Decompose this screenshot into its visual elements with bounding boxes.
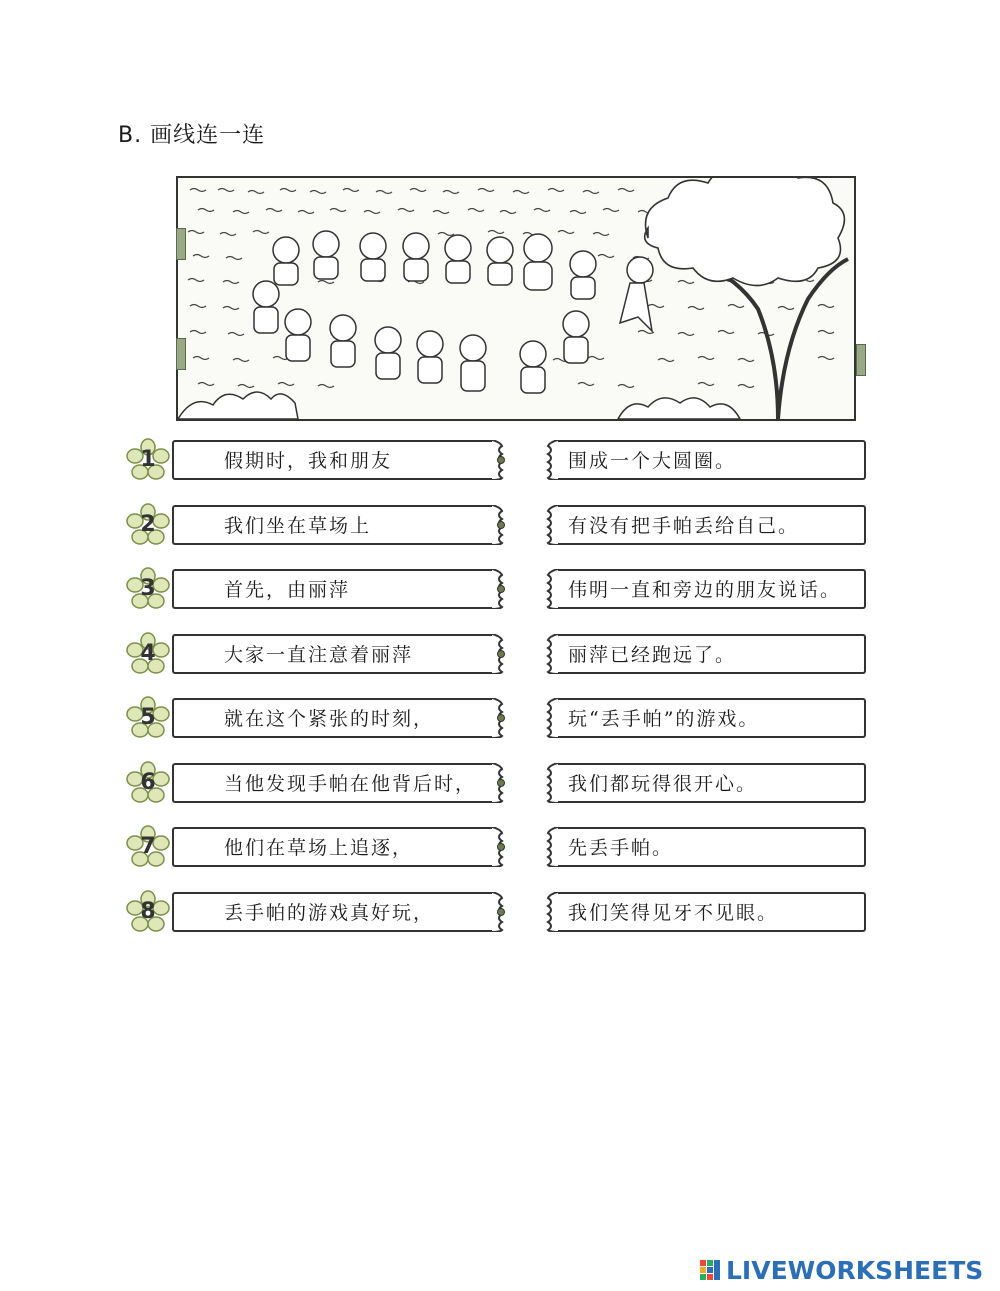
illustration-children-playing (176, 176, 856, 421)
left-phrase-box (172, 505, 494, 545)
margin-tab (856, 344, 866, 376)
number-badge-label: 2 (140, 512, 156, 537)
number-badge-label: 7 (140, 834, 156, 859)
number-badge (126, 696, 170, 740)
number-badge (126, 632, 170, 676)
left-connector-dot[interactable] (497, 585, 505, 593)
left-connector-dot[interactable] (497, 843, 505, 851)
number-badge (126, 503, 170, 547)
brand-name: LIVEWORKSHEETS (726, 1255, 984, 1285)
right-phrase-text: 我们都玩得很开心。 (568, 773, 758, 795)
right-phrase-box (556, 505, 866, 545)
left-phrase-box (172, 634, 494, 674)
left-phrase-box (172, 569, 494, 609)
margin-tab (176, 338, 186, 370)
right-phrase-text: 我们笑得见牙不见眼。 (568, 902, 779, 924)
right-phrase-box (556, 827, 866, 867)
right-phrase-box (556, 440, 866, 480)
liveworksheets-logo-icon (700, 1258, 722, 1282)
right-phrase-text: 围成一个大圆圈。 (568, 450, 737, 472)
left-connector-dot[interactable] (497, 908, 505, 916)
right-phrase-box (556, 698, 866, 738)
left-phrase-box (172, 892, 494, 932)
number-badge (126, 761, 170, 805)
brand-watermark (700, 1255, 983, 1285)
left-connector-dot[interactable] (497, 650, 505, 658)
right-phrase-text: 玩“丢手帕”的游戏。 (568, 708, 760, 730)
left-connector-dot[interactable] (497, 521, 505, 529)
left-phrase-text: 丢手帕的游戏真好玩， (224, 902, 435, 924)
left-phrase-text: 他们在草场上追逐， (224, 837, 414, 859)
section-heading: B. 画线连一连 (118, 123, 266, 148)
left-connector-dot[interactable] (497, 779, 505, 787)
grass-scene (178, 178, 854, 419)
left-phrase-box (172, 763, 494, 803)
number-badge-label: 5 (140, 705, 156, 730)
number-badge-label: 4 (140, 641, 156, 666)
number-badge (126, 825, 170, 869)
right-phrase-box (556, 763, 866, 803)
number-badge-label: 1 (140, 447, 156, 472)
number-badge-label: 6 (140, 770, 156, 795)
left-phrase-text: 首先，由丽萍 (224, 579, 351, 601)
right-phrase-text: 先丢手帕。 (568, 837, 674, 859)
left-connector-dot[interactable] (497, 456, 505, 464)
left-phrase-text: 就在这个紧张的时刻， (224, 708, 435, 730)
number-badge (126, 438, 170, 482)
left-phrase-box (172, 827, 494, 867)
left-phrase-text: 大家一直注意着丽萍 (224, 644, 414, 666)
number-badge (126, 567, 170, 611)
right-phrase-box (556, 569, 866, 609)
number-badge (126, 890, 170, 934)
number-badge-label: 8 (140, 899, 156, 924)
right-phrase-box (556, 892, 866, 932)
right-phrase-text: 有没有把手帕丢给自己。 (568, 515, 800, 537)
right-phrase-box (556, 634, 866, 674)
right-phrase-text: 丽萍已经跑远了。 (568, 644, 737, 666)
left-phrase-box (172, 440, 494, 480)
left-phrase-text: 当他发现手帕在他背后时， (224, 773, 477, 795)
margin-tab (176, 228, 186, 260)
left-phrase-text: 假期时，我和朋友 (224, 450, 393, 472)
right-phrase-text: 伟明一直和旁边的朋友说话。 (568, 579, 842, 601)
left-phrase-text: 我们坐在草场上 (224, 515, 372, 537)
left-phrase-box (172, 698, 494, 738)
left-connector-dot[interactable] (497, 714, 505, 722)
number-badge-label: 3 (140, 576, 156, 601)
